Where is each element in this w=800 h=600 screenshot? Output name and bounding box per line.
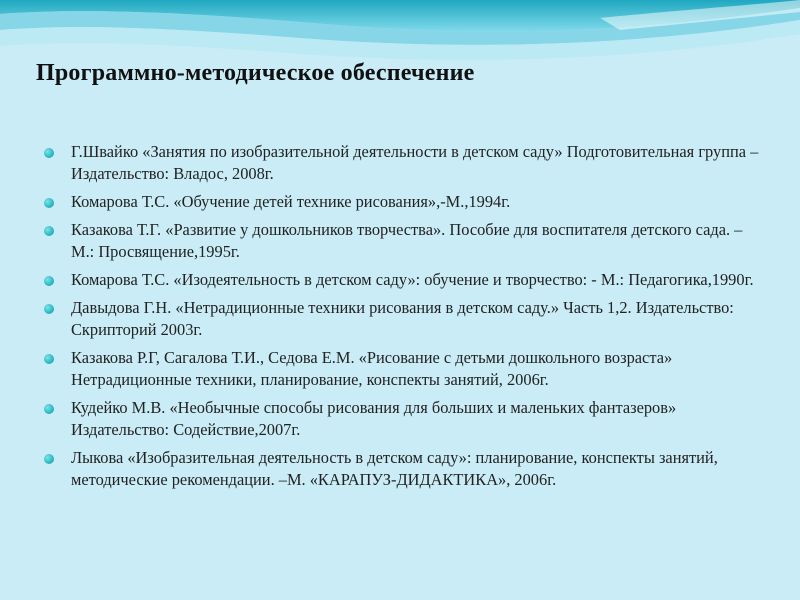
list-item-text: Комарова Т.С. «Изодеятельность в детском саду»: обучение и творчество: - М.: Педагогика,1990г. (71, 270, 754, 289)
list-item (44, 347, 764, 391)
circle-bullet-icon (44, 354, 54, 364)
circle-bullet-icon (44, 198, 54, 208)
list-item (44, 447, 764, 491)
list-item (44, 269, 764, 291)
list-item-text: Казакова Т.Г. «Развитие у дошкольников творчества». Пособие для воспитателя детского сада. – М.: Просвящение,1995г. (71, 220, 743, 261)
list-item-text: Давыдова Г.Н. «Нетрадиционные техники рисования в детском саду.» Часть 1,2. Издательство: Скрипторий 2003г. (71, 298, 734, 339)
list-item-text: Комарова Т.С. «Обучение детей технике рисования»,-М.,1994г. (71, 192, 511, 211)
list-item (44, 297, 764, 341)
circle-bullet-icon (44, 404, 54, 414)
slide-title: Программно-методическое обеспечение (36, 60, 475, 86)
reference-list (44, 141, 764, 497)
circle-bullet-icon (44, 148, 54, 158)
circle-bullet-icon (44, 276, 54, 286)
list-item-text: Г.Швайко «Занятия по изобразительной деятельности в детском саду» Подготовительная группа – Издательство: Владос, 2008г. (71, 142, 759, 183)
list-item-text: Лыкова «Изобразительная деятельность в детском саду»: планирование, конспекты занятий, методические рекомендации. –М. «КАРАПУЗ-ДИДАКТИКА», 2006г. (71, 448, 718, 489)
list-item (44, 397, 764, 441)
list-item (44, 219, 764, 263)
circle-bullet-icon (44, 304, 54, 314)
list-item (44, 141, 764, 185)
circle-bullet-icon (44, 454, 54, 464)
list-item-text: Кудейко М.В. «Необычные способы рисования для больших и маленьких фантазеров» Издательство: Содействие,2007г. (71, 398, 677, 439)
circle-bullet-icon (44, 226, 54, 236)
list-item (44, 191, 764, 213)
list-item-text: Казакова Р.Г, Сагалова Т.И., Седова Е.М. «Рисование с детьми дошкольного возраста» Нетрадиционные техники, планирование, конспекты занятий, 2006г. (71, 348, 673, 389)
